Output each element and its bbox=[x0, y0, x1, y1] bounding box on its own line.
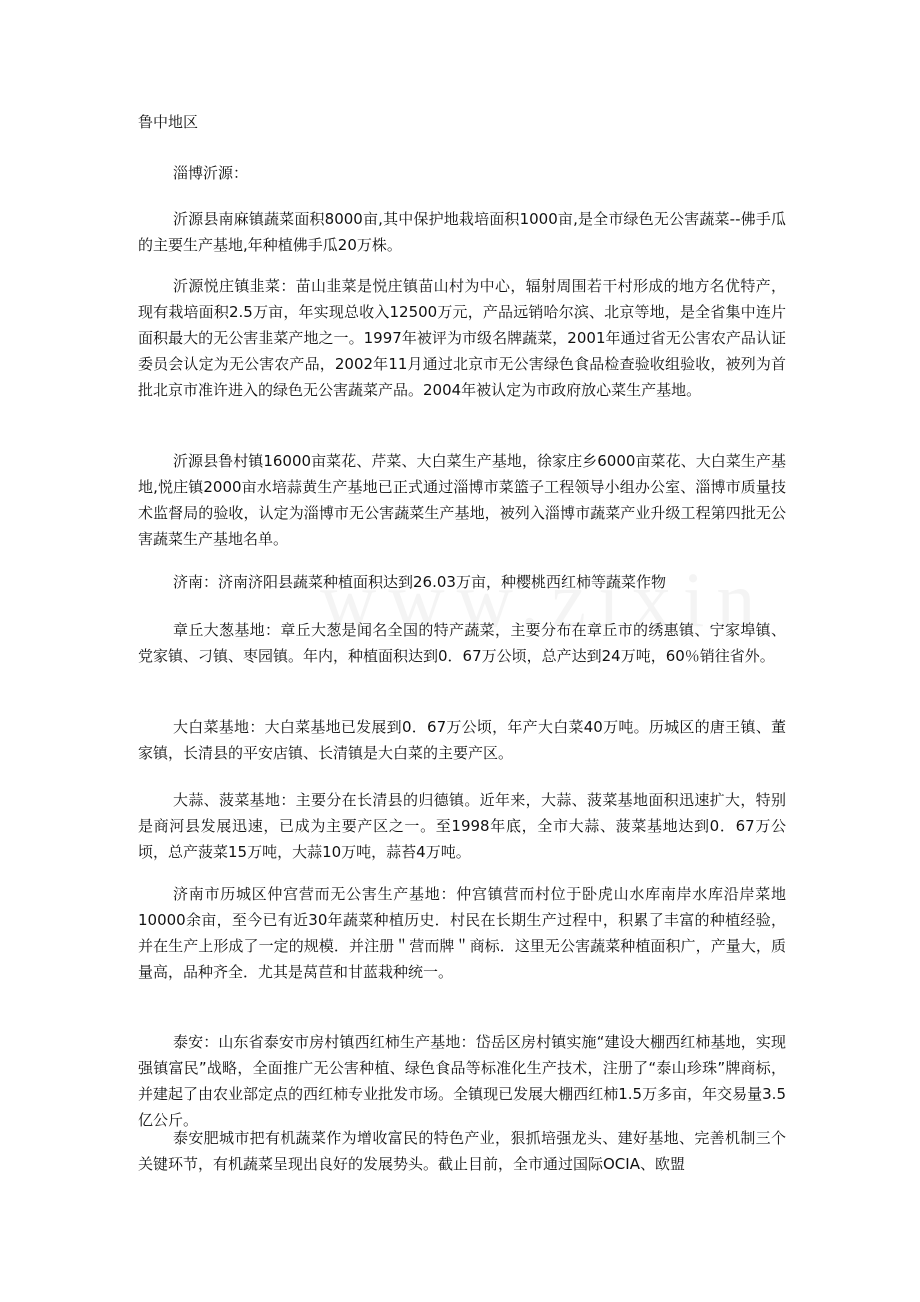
paragraph: 沂源县鲁村镇16000亩菜花、芹菜、大白菜生产基地，徐家庄乡6000亩菜花、大白菜生产基地,悦庄镇2000亩水培蒜黄生产基地已正式通过淄博市菜篮子工程领导小组办公室、淄博市质量技术监督局的验收，认定为淄博市无公害蔬菜生产基地，被列入淄博市蔬菜产业升级工程第四批无公害蔬菜生产基地名单。 bbox=[138, 452, 786, 548]
paragraph: 济南：济南济阳县蔬菜种植面积达到26.03万亩，种樱桃西红柿等蔬菜作物 bbox=[173, 573, 666, 591]
section-heading: 鲁中地区 bbox=[138, 113, 199, 131]
paragraph: 泰安：山东省泰安市房村镇西红柿生产基地：岱岳区房村镇实施“建设大棚西红柿基地，实现强镇富民”战略，全面推广无公害种植、绿色食品等标准化生产技术，注册了“泰山珍珠”牌商标，并建起了由农业部定点的西红柿专业批发市场。全镇现已发展大棚西红柿1.5万多亩，年交易量3.5亿公斤。 bbox=[138, 1033, 786, 1129]
paragraph: 沂源悦庄镇韭菜：苗山韭菜是悦庄镇苗山村为中心，辐射周围若干村形成的地方名优特产，现有栽培面积2.5万亩，年实现总收入12500万元，产品远销哈尔滨、北京等地，是全省集中连片面积最大的无公害韭菜产地之一。1997年被评为市级名牌蔬菜，2001年通过省无公害农产品认证委员会认定为无公害农产品，2002年11月通过北京市无公害绿色食品检查验收组验收，被列为首批北京市准许进入的绿色无公害蔬菜产品。2004年被认定为市政府放心菜生产基地。 bbox=[138, 277, 786, 399]
paragraph: 大蒜、菠菜基地：主要分在长清县的归德镇。近年来，大蒜、菠菜基地面积迅速扩大，特别是商河县发展迅速，已成为主要产区之一。至1998年底，全市大蒜、菠菜基地达到0．67万公顷，总产菠菜15万吨，大蒜10万吨，蒜苔4万吨。 bbox=[138, 791, 786, 861]
paragraph: 大白菜基地：大白菜基地已发展到0．67万公顷，年产大白菜40万吨。历城区的唐王镇、董家镇，长清县的平安店镇、长清镇是大白菜的主要产区。 bbox=[138, 718, 786, 762]
paragraph: 泰安肥城市把有机蔬菜作为增收富民的特色产业，狠抓培强龙头、建好基地、完善机制三个关键环节，有机蔬菜呈现出良好的发展势头。截止目前，全市通过国际OCIA、欧盟 bbox=[138, 1129, 786, 1173]
paragraph: 淄博沂源： bbox=[173, 164, 249, 182]
paragraph: 济南市历城区仲宫营而无公害生产基地：仲宫镇营而村位于卧虎山水库南岸水库沿岸菜地10000余亩，至今已有近30年蔬菜种植历史．村民在长期生产过程中，积累了丰富的种植经验，并在生产上形成了一定的规模．并注册＂营而牌＂商标．这里无公害蔬菜种植面积广，产量大，质量高，品种齐全．尤其是莴苣和甘蓝栽种统一。 bbox=[138, 885, 786, 981]
paragraph: 沂源县南麻镇蔬菜面积8000亩,其中保护地栽培面积1000亩,是全市绿色无公害蔬菜--佛手瓜的主要生产基地,年种植佛手瓜20万株。 bbox=[138, 210, 786, 254]
paragraph: 章丘大葱基地：章丘大葱是闻名全国的特产蔬菜，主要分布在章丘市的绣惠镇、宁家埠镇、党家镇、刁镇、枣园镇。年内，种植面积达到0．67万公顷，总产达到24万吨，60％销往省外。 bbox=[138, 621, 786, 665]
